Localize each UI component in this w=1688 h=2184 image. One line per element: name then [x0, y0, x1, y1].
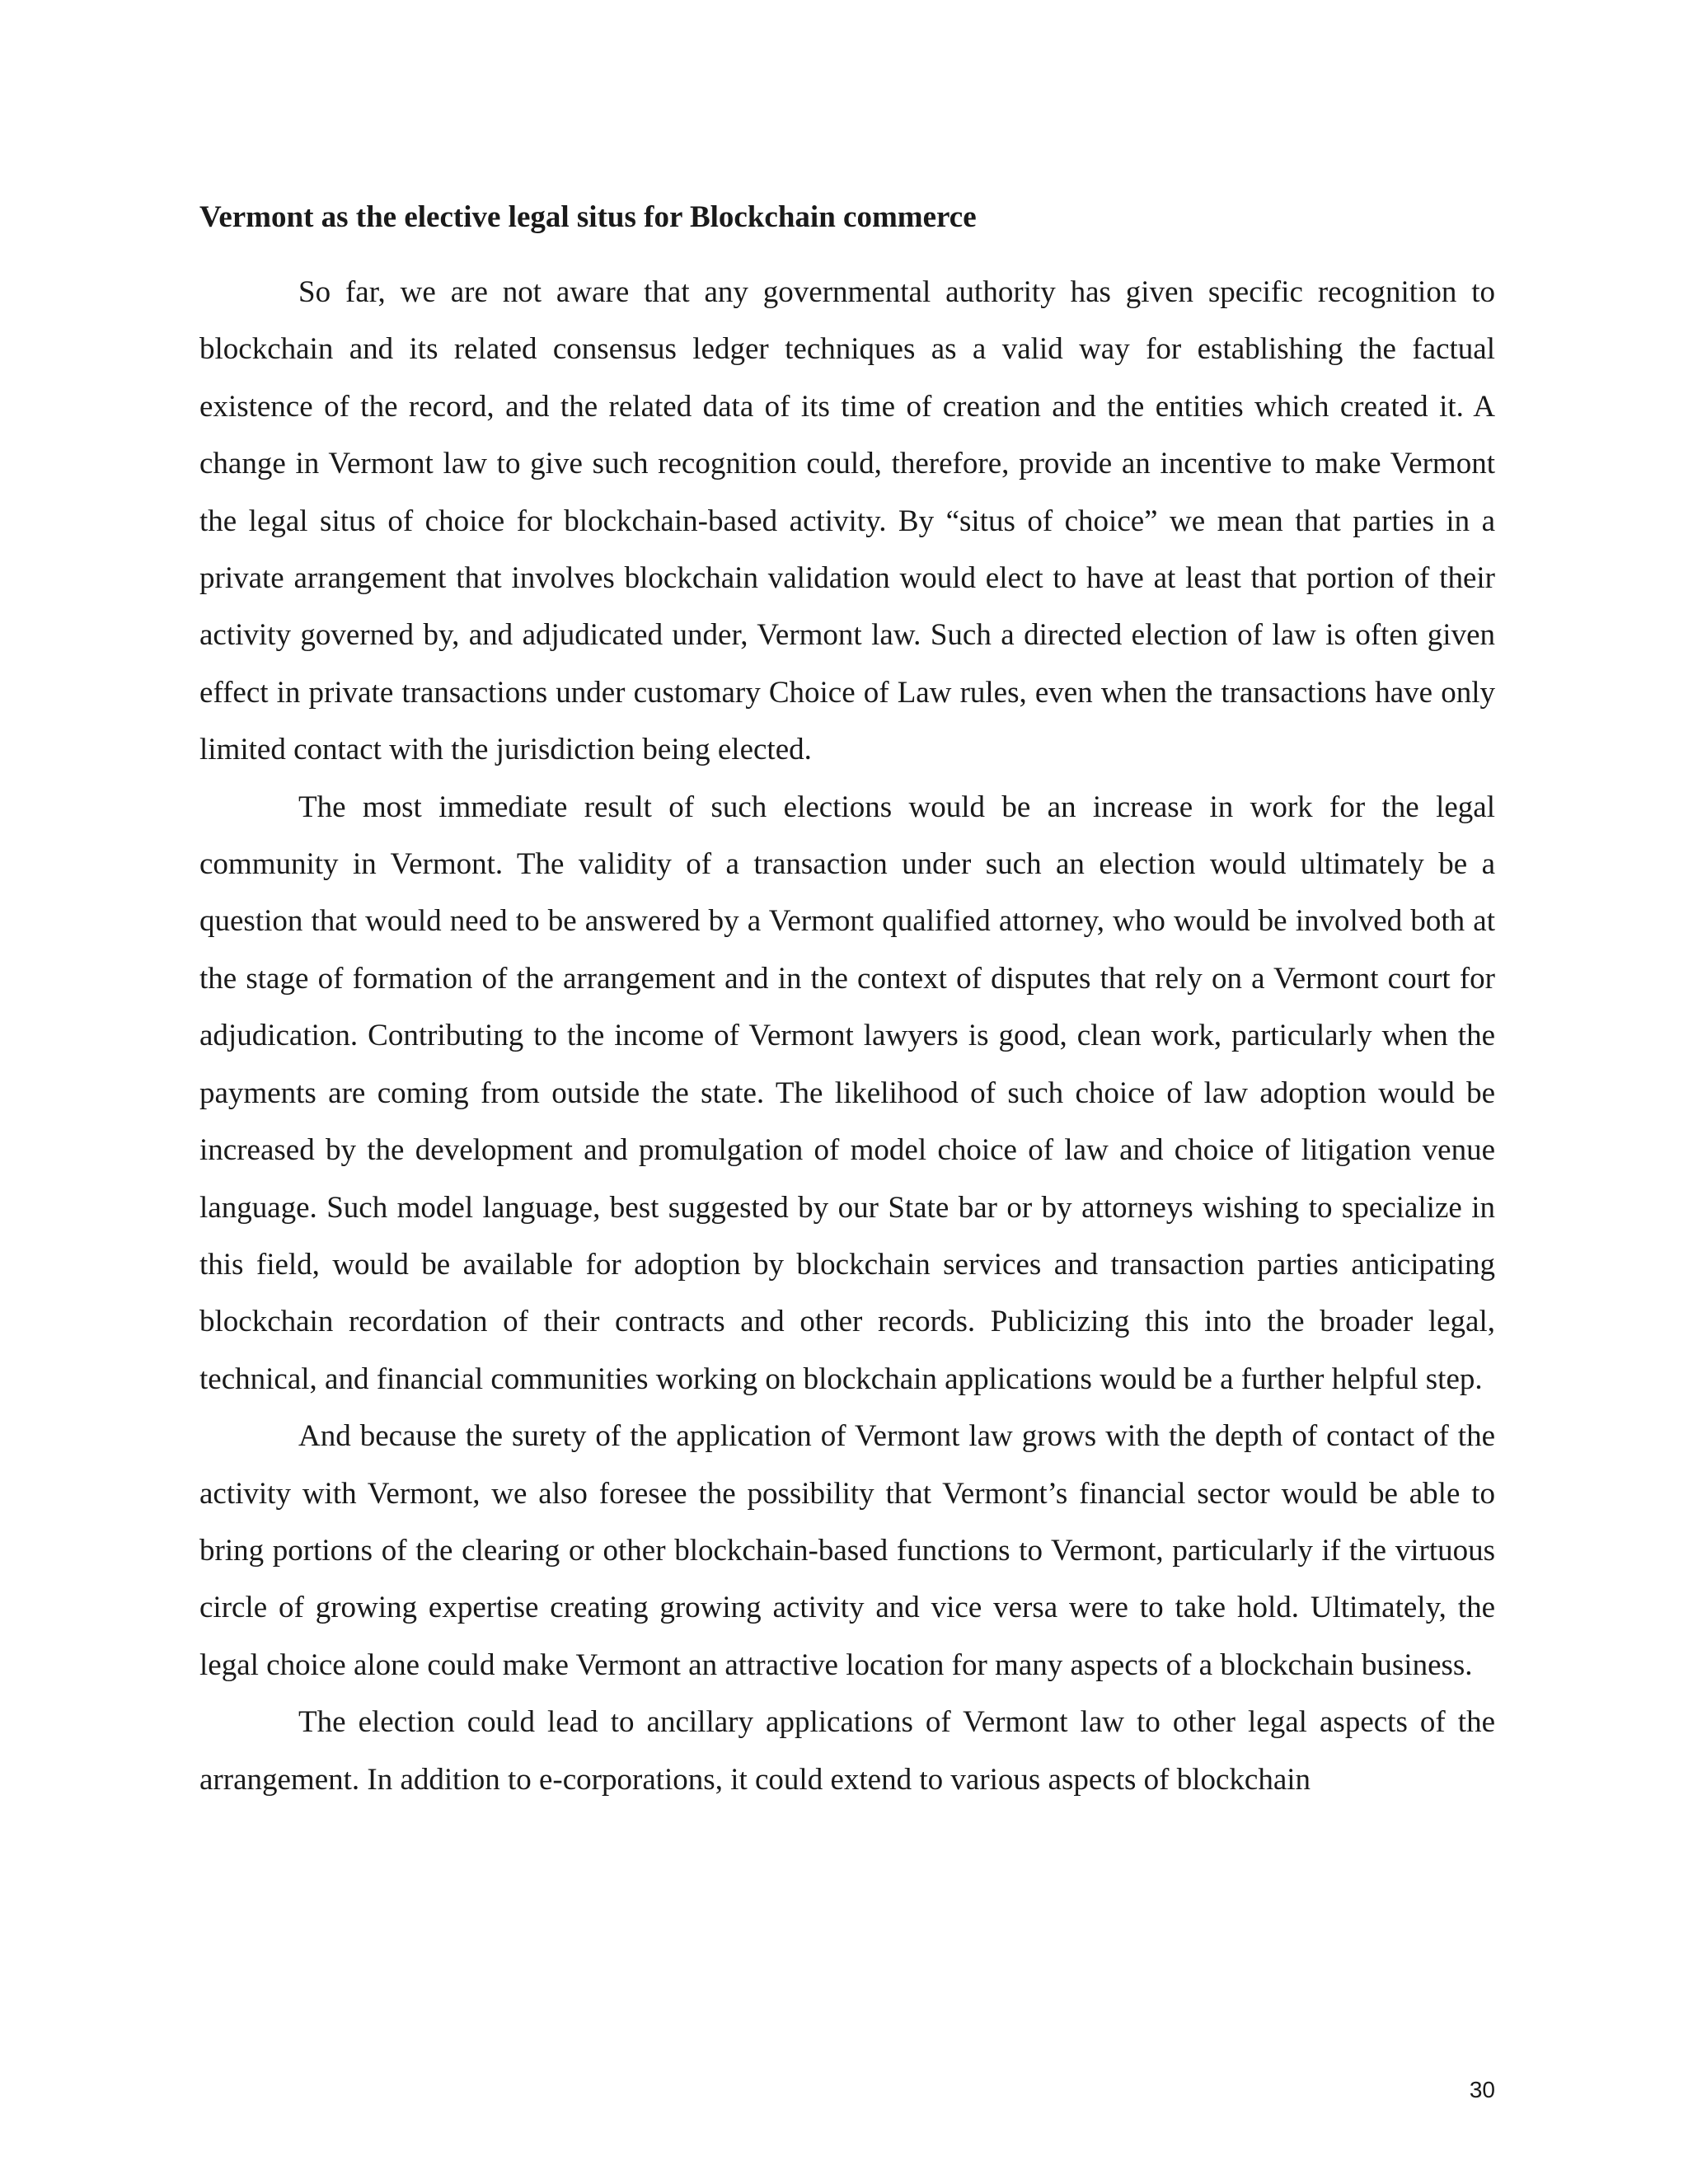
- paragraph-1: So far, we are not aware that any governmental authority has given specific recognition to blockchain and its related consensus ledger techniques as a valid way for establishing the factual existence of the record, and the related data of its time of creation and the entities which created it. A change in Vermont law to give such recognition could, therefore, provide an incentive to make Vermont the legal situs of choice for blockchain-based activity. By “situs of choice” we mean that parties in a private arrangement that involves blockchain validation would elect to have at least that portion of their activity governed by, and adjudicated under, Vermont law. Such a directed election of law is often given effect in private transactions under customary Choice of Law rules, even when the transactions have only limited contact with the jurisdiction being elected.: [199, 275, 1495, 767]
- section-heading: Vermont as the elective legal situs for Blockchain commerce: [199, 200, 977, 234]
- paragraph-2: The most immediate result of such elections would be an increase in work for the legal community in Vermont. The validity of a transaction under such an election would ultimately be a question that would need to be answered by a Vermont qualified attorney, who would be involved both at the stage of formation of the arrangement and in the context of disputes that rely on a Vermont court for adjudication. Contributing to the income of Vermont lawyers is good, clean work, particularly when the payments are coming from outside the state. The likelihood of such choice of law adoption would be increased by the development and promulgation of model choice of law and choice of litigation venue language. Such model language, best suggested by our State bar or by attorneys wishing to specialize in this field, would be available for adoption by blockchain services and transaction parties anticipating blockchain recordation of their contracts and other records. Publicizing this into the broader legal, technical, and financial communities working on blockchain applications would be a further helpful step.: [199, 790, 1495, 1396]
- paragraph-3: And because the surety of the application of Vermont law grows with the depth of contact of the activity with Vermont, we also foresee the possibility that Vermont’s financial sector would be able to bring portions of the clearing or other blockchain-based functions to Vermont, particularly if the virtuous circle of growing expertise creating growing activity and vice versa were to take hold. Ultimately, the legal choice alone could make Vermont an attractive location for many aspects of a blockchain business.: [199, 1419, 1495, 1682]
- page-content: [199, 196, 1495, 1808]
- paragraph-4: The election could lead to ancillary applications of Vermont law to other legal aspects of the arrangement. In addition to e-corporations, it could extend to various aspects of blockchain: [199, 1705, 1495, 1797]
- page-number: 30: [1469, 2077, 1495, 2102]
